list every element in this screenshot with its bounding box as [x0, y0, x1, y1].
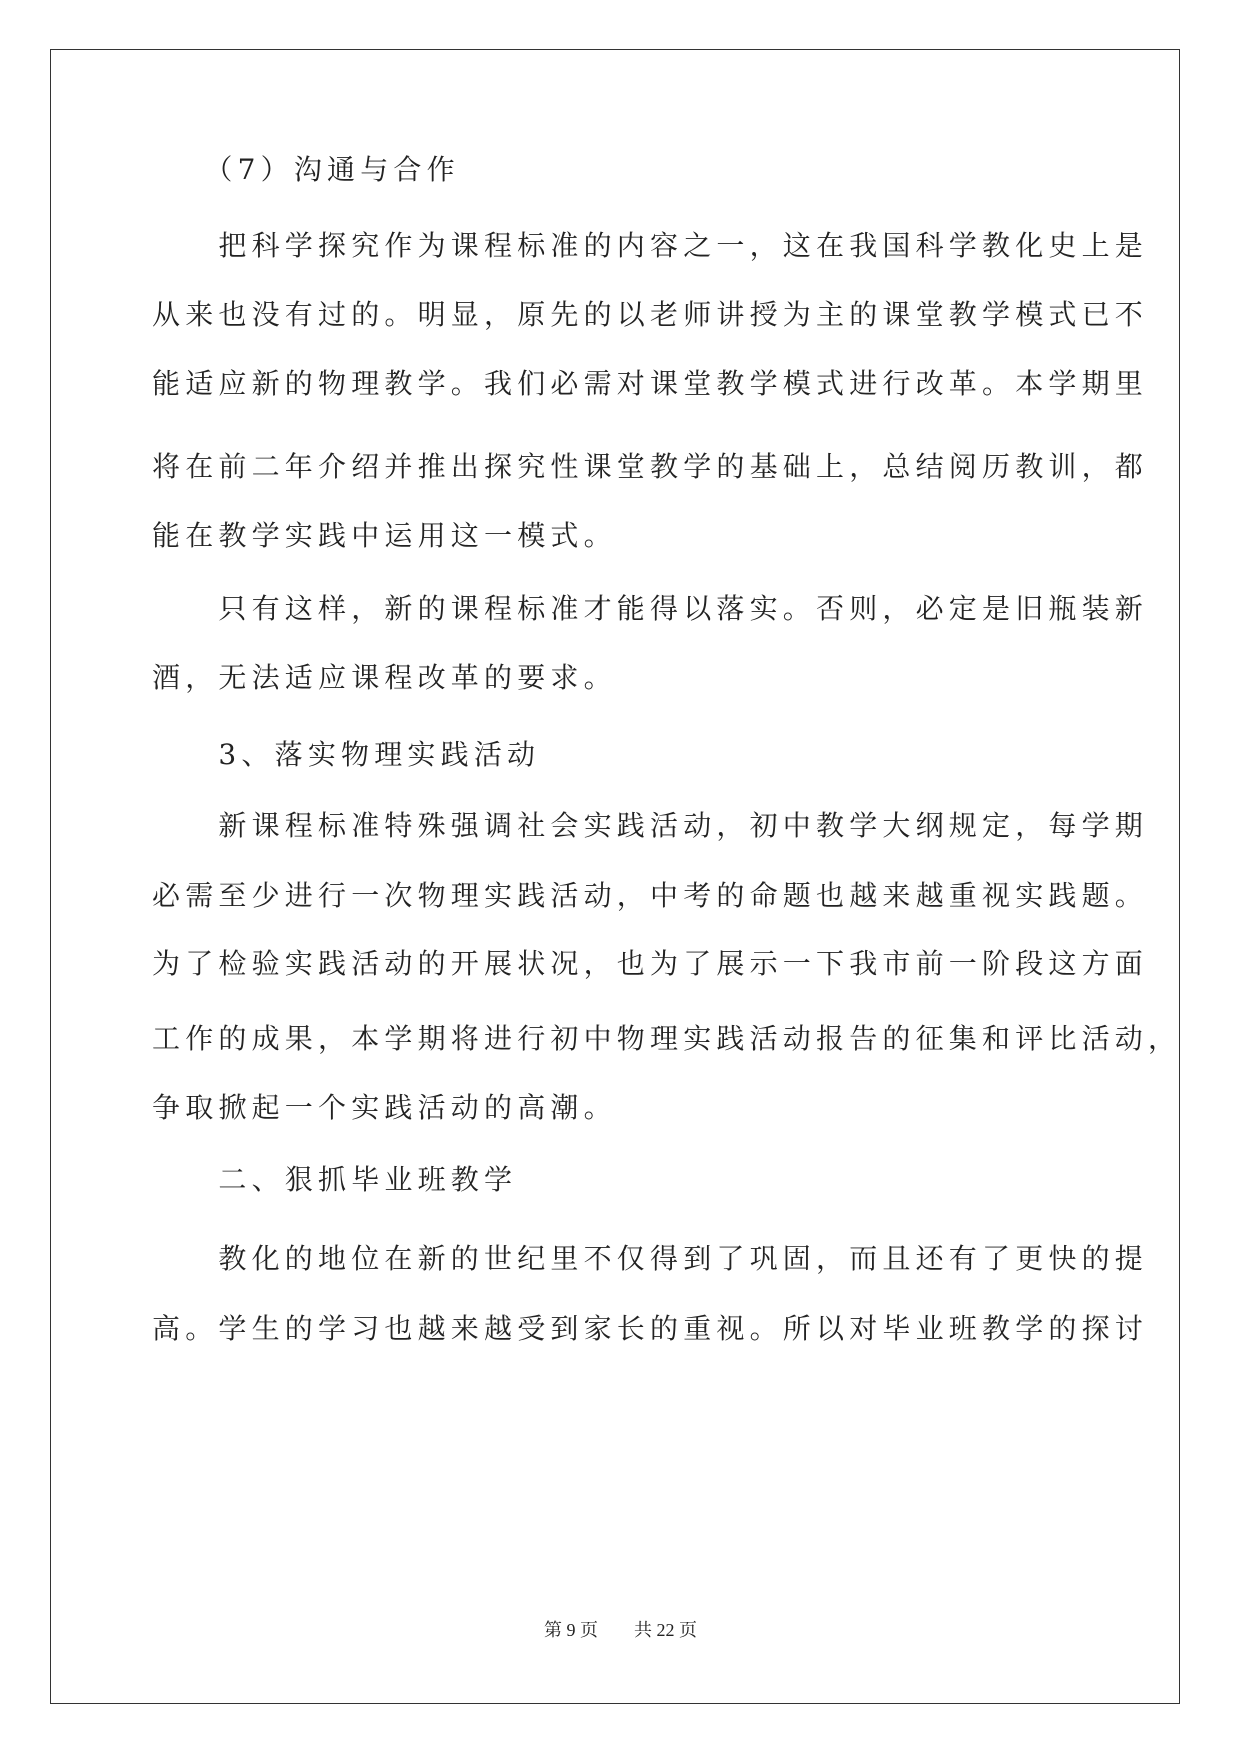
paragraph-line: 必需至少进行一次物理实践活动，中考的命题也越来越重视实践题。	[152, 879, 1149, 912]
paragraph-line: 能在教学实践中运用这一模式。	[152, 519, 617, 552]
paragraph-line: 为了检验实践活动的开展状况，也为了展示一下我市前一阶段这方面	[152, 947, 1149, 980]
paragraph-line: 把科学探究作为课程标准的内容之一，这在我国科学教化史上是	[152, 229, 1149, 262]
paragraph-line: （7）沟通与合作	[152, 153, 460, 186]
paragraph-line: 只有这样，新的课程标准才能得以落实。否则，必定是旧瓶装新	[152, 592, 1149, 625]
paragraph-line: 将在前二年介绍并推出探究性课堂教学的基础上，总结阅历教训，都	[152, 450, 1149, 483]
page-number-footer: 第 9 页 共 22 页	[544, 1620, 697, 1640]
paragraph-line: 争取掀起一个实践活动的高潮。	[152, 1091, 617, 1124]
paragraph-line: 高。学生的学习也越来越受到家长的重视。所以对毕业班教学的探讨	[152, 1312, 1149, 1345]
section-heading: 二、狠抓毕业班教学	[152, 1163, 518, 1196]
paragraph-line: 新课程标准特殊强调社会实践活动，初中教学大纲规定，每学期	[152, 809, 1149, 842]
paragraph-line: 从来也没有过的。明显，原先的以老师讲授为主的课堂教学模式已不	[152, 298, 1149, 331]
section-heading: 3、落实物理实践活动	[152, 738, 541, 771]
paragraph-line: 酒，无法适应课程改革的要求。	[152, 661, 617, 694]
paragraph-line: 能适应新的物理教学。我们必需对课堂教学模式进行改革。本学期里	[152, 367, 1149, 400]
paragraph-line: 教化的地位在新的世纪里不仅得到了巩固，而且还有了更快的提	[152, 1242, 1149, 1275]
paragraph-line: 工作的成果，本学期将进行初中物理实践活动报告的征集和评比活动，	[152, 1022, 1182, 1055]
